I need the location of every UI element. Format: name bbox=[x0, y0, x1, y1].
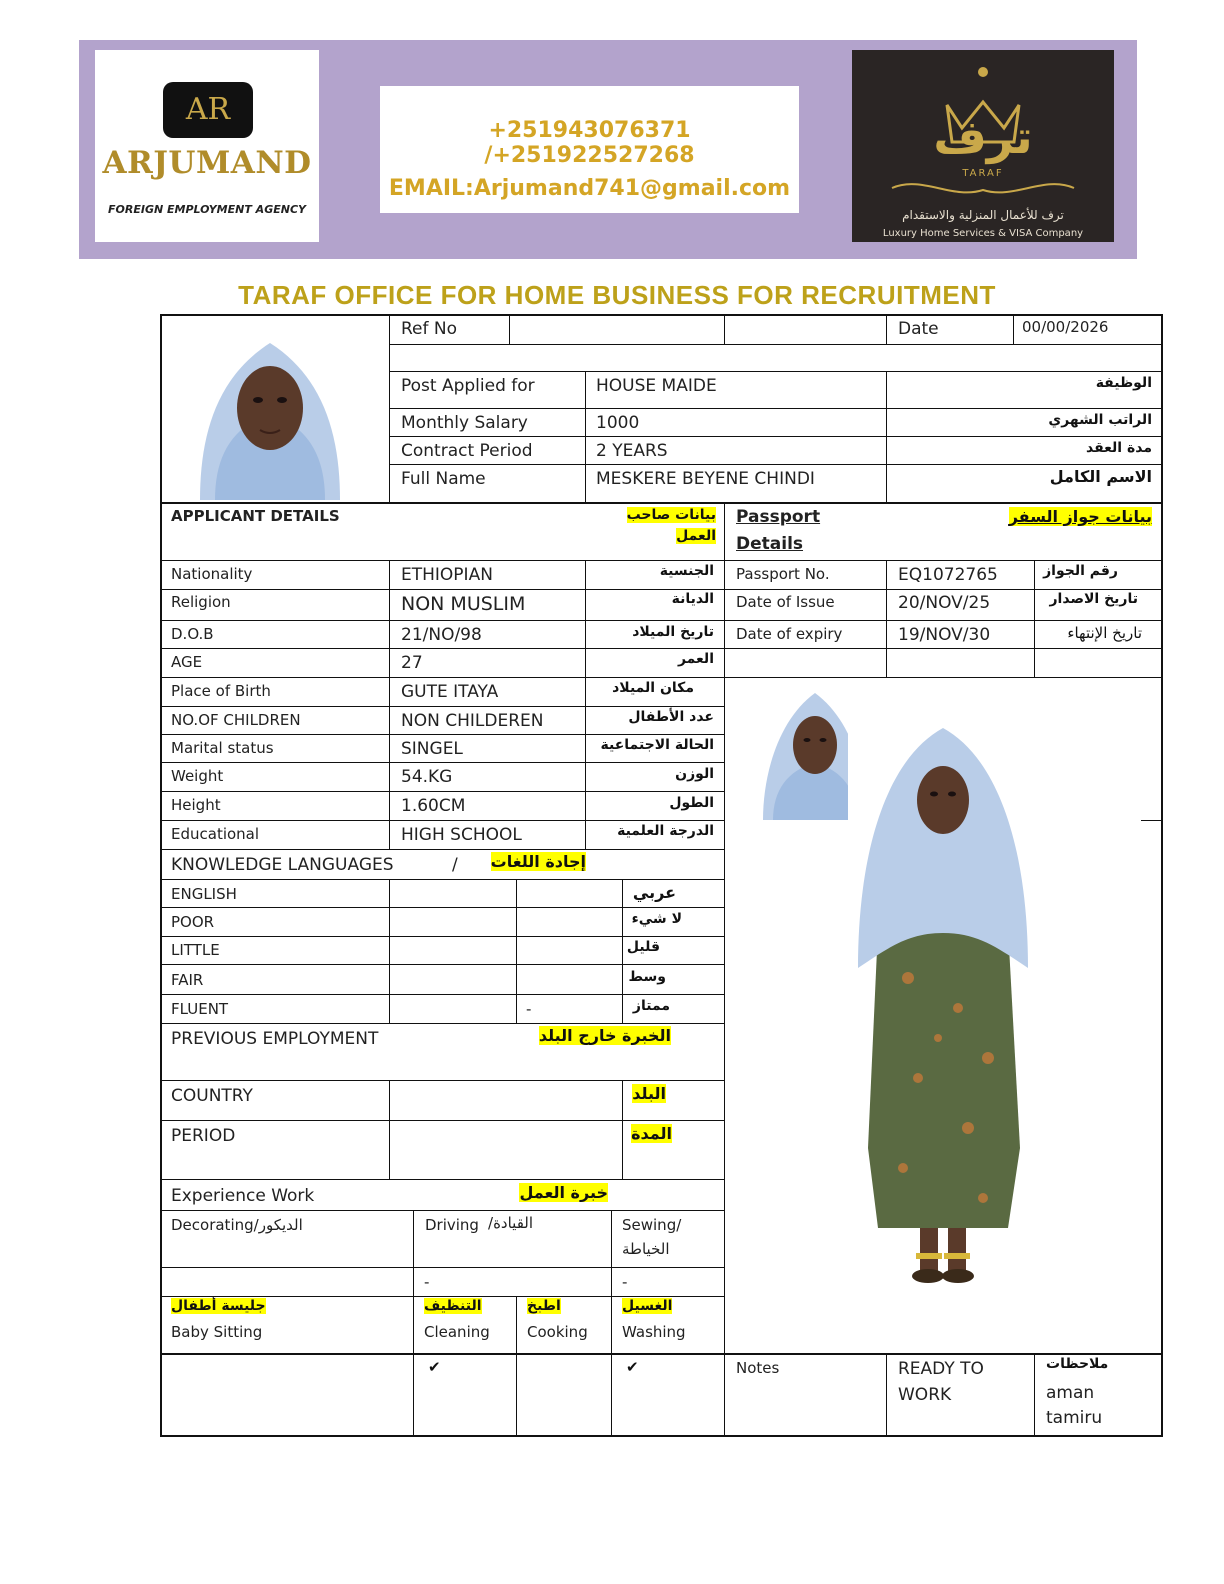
date-of-expiry-ar: تاريخ الإنتهاء bbox=[1067, 624, 1142, 642]
date-of-expiry-value[interactable]: 19/NOV/30 bbox=[898, 625, 991, 645]
age-label: AGE bbox=[171, 653, 203, 671]
date-of-issue-ar: تاريخ الاصدار bbox=[1049, 591, 1138, 607]
post-applied-value[interactable]: HOUSE MAIDE bbox=[596, 376, 717, 396]
language-little-ar: قليل bbox=[626, 939, 660, 955]
cleaning-label: Cleaning bbox=[424, 1323, 490, 1341]
passport-no-label: Passport No. bbox=[736, 565, 830, 583]
taraf-arabic-logo: ترف bbox=[933, 110, 1033, 164]
full-name-ar: الاسم الكامل bbox=[1049, 467, 1152, 486]
weight-label: Weight bbox=[171, 767, 224, 785]
experience-heading: Experience Work bbox=[171, 1186, 315, 1206]
age-ar: العمر bbox=[677, 651, 714, 667]
children-label: NO.OF CHILDREN bbox=[171, 711, 301, 729]
place-of-birth-value[interactable]: GUTE ITAYA bbox=[401, 682, 499, 702]
notes-ar: ملاحظات bbox=[1046, 1356, 1109, 1372]
country-ar: البلد bbox=[632, 1084, 666, 1103]
experience-heading-ar: خبرة العمل bbox=[519, 1183, 608, 1202]
language-poor: POOR bbox=[171, 913, 215, 931]
taraf-tagline: Luxury Home Services & VISA Company bbox=[882, 228, 1084, 239]
date-of-issue-label: Date of Issue bbox=[736, 593, 835, 611]
languages-heading-ar: إجادة اللغات bbox=[490, 852, 586, 871]
educational-ar: الدرجة العلمية bbox=[617, 823, 714, 839]
monthly-salary-ar: الراتب الشهري bbox=[1048, 412, 1152, 428]
cooking-label: Cooking bbox=[527, 1323, 588, 1341]
washing-check-icon[interactable]: ✔ bbox=[626, 1358, 639, 1376]
passport-heading-line2: Details bbox=[736, 534, 804, 554]
dob-ar: تاريخ الميلاد bbox=[632, 624, 714, 640]
marital-status-value[interactable]: SINGEL bbox=[401, 739, 463, 759]
washing-label: Washing bbox=[622, 1323, 686, 1341]
date-of-issue-value[interactable]: 20/NOV/25 bbox=[898, 593, 991, 613]
date-label: Date bbox=[898, 319, 939, 339]
religion-value[interactable]: NON MUSLIM bbox=[401, 593, 526, 615]
applicant-details-ar: بيانات صاحب العمل bbox=[626, 507, 716, 544]
contract-period-value[interactable]: 2 YEARS bbox=[596, 441, 668, 461]
full-name-value[interactable]: MESKERE BEYENE CHINDI bbox=[596, 469, 815, 489]
country-label: COUNTRY bbox=[171, 1086, 253, 1106]
date-of-expiry-label: Date of expiry bbox=[736, 625, 843, 643]
contact-phones: +251943076371 /+251922527268 bbox=[484, 118, 695, 168]
weight-value[interactable]: 54.KG bbox=[401, 767, 453, 787]
weight-ar: الوزن bbox=[675, 766, 714, 782]
notes-value-line2[interactable]: WORK bbox=[898, 1385, 952, 1405]
language-fluent-mark[interactable]: - bbox=[526, 1000, 532, 1018]
notes-name-line1: aman bbox=[1046, 1383, 1095, 1403]
place-of-birth-ar: مكان الميلاد bbox=[612, 680, 694, 696]
contract-period-label: Contract Period bbox=[401, 441, 533, 461]
sewing-label: Sewing/ bbox=[622, 1216, 682, 1234]
sewing-ar: الخياطة bbox=[622, 1240, 670, 1258]
full-name-label: Full Name bbox=[401, 469, 486, 489]
decorating-label: Decorating/الديكور bbox=[171, 1216, 303, 1234]
height-ar: الطول bbox=[669, 795, 714, 811]
sewing-mark[interactable]: - bbox=[622, 1273, 628, 1291]
period-ar: المدة bbox=[631, 1124, 672, 1143]
applicant-portrait-photo bbox=[170, 318, 370, 500]
height-value[interactable]: 1.60CM bbox=[401, 796, 466, 816]
educational-value[interactable]: HIGH SCHOOL bbox=[401, 825, 522, 845]
washing-ar: الغسيل bbox=[622, 1298, 673, 1314]
age-value[interactable]: 27 bbox=[401, 653, 423, 673]
educational-label: Educational bbox=[171, 825, 260, 843]
previous-employment-heading: PREVIOUS EMPLOYMENT bbox=[171, 1029, 379, 1049]
arjumand-name: ARJUMAND bbox=[102, 145, 312, 181]
previous-employment-ar: الخبرة خارج البلد bbox=[538, 1026, 671, 1045]
place-of-birth-label: Place of Birth bbox=[171, 682, 271, 700]
children-ar: عدد الأطفال bbox=[628, 709, 714, 725]
nationality-label: Nationality bbox=[171, 565, 253, 583]
driving-ar: /القيادة bbox=[488, 1214, 534, 1232]
taraf-logo-name: TARAF bbox=[962, 168, 1004, 179]
date-value[interactable]: 00/00/2026 bbox=[1022, 318, 1109, 336]
languages-heading: KNOWLEDGE LANGUAGES bbox=[171, 855, 394, 875]
nationality-value[interactable]: ETHIOPIAN bbox=[401, 565, 493, 585]
language-fair: FAIR bbox=[171, 971, 204, 989]
language-fluent-ar: ممتاز bbox=[632, 998, 670, 1014]
period-label: PERIOD bbox=[171, 1126, 236, 1146]
language-poor-ar: لا شيء bbox=[631, 911, 682, 927]
religion-ar: الديانة bbox=[671, 591, 714, 607]
language-fluent: FLUENT bbox=[171, 1000, 229, 1018]
dob-label: D.O.B bbox=[171, 625, 214, 643]
ar-monogram-icon: AR bbox=[163, 82, 253, 138]
arjumand-tagline: FOREIGN EMPLOYMENT AGENCY bbox=[108, 203, 306, 216]
cleaning-check-icon[interactable]: ✔ bbox=[428, 1358, 441, 1376]
notes-label: Notes bbox=[736, 1359, 780, 1377]
cleaning-ar: التنظيف bbox=[424, 1298, 482, 1314]
baby-sitting-label: Baby Sitting bbox=[171, 1323, 263, 1341]
cooking-ar: اطبخ bbox=[527, 1298, 561, 1314]
notes-name-line2: tamiru bbox=[1046, 1408, 1103, 1428]
monthly-salary-value[interactable]: 1000 bbox=[596, 413, 640, 433]
notes-value-line1[interactable]: READY TO bbox=[898, 1359, 984, 1379]
driving-mark[interactable]: - bbox=[424, 1273, 430, 1291]
driving-label: Driving bbox=[425, 1216, 479, 1234]
language-english: ENGLISH bbox=[171, 885, 237, 903]
post-applied-label: Post Applied for bbox=[401, 376, 535, 396]
monthly-salary-label: Monthly Salary bbox=[401, 413, 528, 433]
language-arabic-ar: عربي bbox=[632, 883, 676, 902]
contact-email: EMAIL:Arjumand741@gmail.com bbox=[388, 176, 791, 201]
language-fair-ar: وسط bbox=[628, 969, 666, 985]
ref-no-label: Ref No bbox=[401, 319, 458, 339]
contract-period-ar: مدة العقد bbox=[1085, 440, 1152, 456]
page-title: TARAF OFFICE FOR HOME BUSINESS FOR RECRUITMENT bbox=[238, 280, 996, 310]
nationality-ar: الجنسية bbox=[659, 563, 714, 579]
children-value[interactable]: NON CHILDEREN bbox=[401, 711, 544, 731]
passport-no-value[interactable]: EQ1072765 bbox=[898, 565, 998, 585]
passport-heading-line1: Passport bbox=[736, 507, 821, 527]
language-little: LITTLE bbox=[171, 941, 220, 959]
baby-sitting-ar: جليسة أطفال bbox=[171, 1298, 266, 1314]
taraf-arabic-subtitle: ترف للأعمال المنزلية والاستقدام bbox=[902, 208, 1064, 222]
passport-details-ar: بيانات جواز السفر bbox=[1008, 507, 1152, 526]
passport-no-ar: رقم الجواز bbox=[1043, 563, 1118, 579]
religion-label: Religion bbox=[171, 593, 231, 611]
applicant-full-body-photo bbox=[848, 728, 1038, 1298]
languages-slash: / bbox=[452, 855, 458, 875]
marital-status-label: Marital status bbox=[171, 739, 274, 757]
height-label: Height bbox=[171, 796, 221, 814]
marital-status-ar: الحالة الاجتماعية bbox=[600, 737, 714, 753]
dob-value[interactable]: 21/NO/98 bbox=[401, 625, 482, 645]
post-applied-ar: الوظيفة bbox=[1095, 375, 1152, 391]
applicant-details-heading: APPLICANT DETAILS bbox=[171, 507, 340, 525]
